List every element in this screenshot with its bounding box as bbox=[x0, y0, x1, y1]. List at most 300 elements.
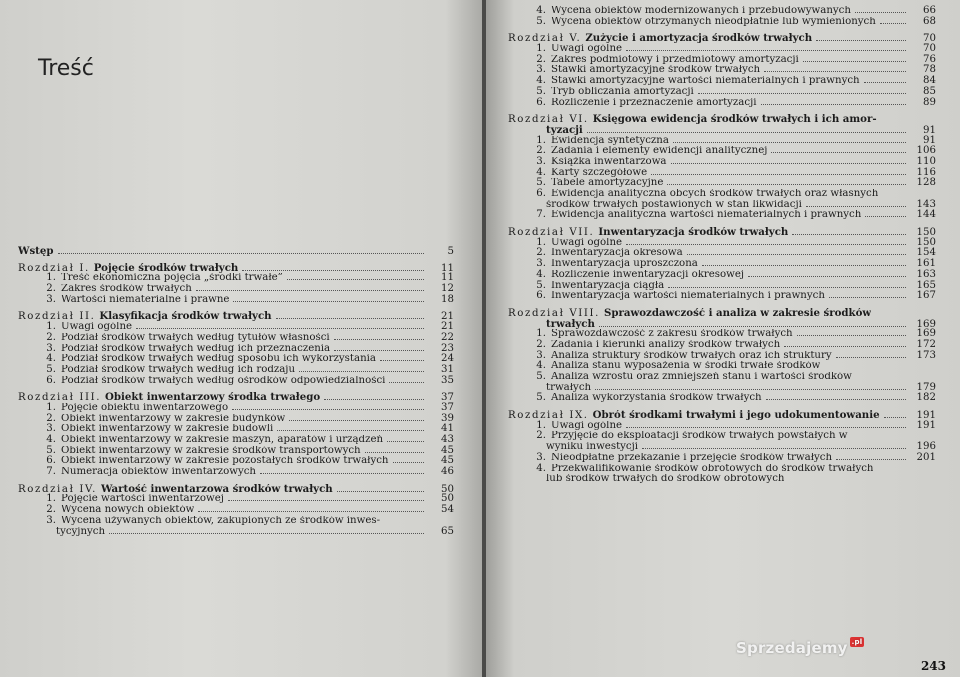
toc-entry-title: Zakres podmiotowy i przedmiotowy amortyzacji bbox=[551, 54, 799, 65]
chapter-label: Rozdział III. bbox=[18, 392, 102, 404]
leader-dots bbox=[698, 93, 906, 94]
toc-entry-title: Inwentaryzacja ciągła bbox=[551, 280, 665, 291]
toc-entry-title: Pojęcie wartości inwentarzowej bbox=[61, 494, 224, 505]
toc-entry-number: 3. bbox=[536, 451, 546, 463]
toc-entry-title: Ewidencja analityczna wartości niematerialnych i prawnych bbox=[551, 210, 862, 221]
toc-entry bbox=[18, 505, 454, 516]
toc-entry-number: 1. bbox=[46, 272, 56, 284]
toc-entry bbox=[18, 435, 454, 446]
leader-dots bbox=[389, 382, 424, 383]
toc-entry-number: 4. bbox=[46, 434, 56, 445]
toc-entry bbox=[508, 372, 936, 383]
toc-entry bbox=[18, 354, 454, 365]
toc-entry bbox=[508, 383, 936, 394]
leader-dots bbox=[276, 318, 424, 319]
toc-entry-title: Wartość inwentarzowa środków trwałych bbox=[100, 483, 333, 495]
toc-entry-title: tycyjnych bbox=[56, 526, 106, 537]
toc-entry bbox=[508, 270, 936, 281]
toc-entry-title: Analiza wzrostu oraz zmniejszeń stanu i wartości środków bbox=[551, 372, 852, 382]
toc-entry-number: 2. bbox=[536, 338, 546, 350]
toc-entry-title: Klasyfikacja środków trwałych bbox=[99, 311, 272, 323]
leader-dots bbox=[806, 206, 906, 207]
toc-entry-title: Podział środków trwałych według ich rodzaju bbox=[61, 364, 296, 375]
toc-entry-title: Książka inwentarzowa bbox=[551, 156, 667, 167]
leader-dots bbox=[324, 399, 424, 400]
toc-entry bbox=[18, 456, 454, 467]
toc-entry-number: 5. bbox=[536, 15, 546, 27]
toc-entry-number: 3. bbox=[46, 423, 56, 435]
toc-entry-page: 37 bbox=[441, 401, 454, 413]
toc-entry-page: 24 bbox=[441, 353, 454, 365]
toc-entry-number: 5. bbox=[536, 85, 546, 97]
toc-entry bbox=[18, 467, 454, 478]
toc-entry bbox=[508, 33, 936, 44]
leader-dots bbox=[228, 500, 424, 501]
toc-entry-number: 3. bbox=[536, 64, 546, 76]
toc-entry-number: 7. bbox=[536, 209, 546, 221]
toc-entry-title: Rozliczenie inwentaryzacji okresowej bbox=[551, 269, 745, 280]
toc-entry-title: Nieodpłatne przekazanie i przejęcie środków trwałych bbox=[551, 452, 833, 463]
toc-entry bbox=[18, 376, 454, 387]
toc-entry-page: 66 bbox=[923, 5, 936, 16]
toc-entry-number: 3. bbox=[46, 342, 56, 354]
toc-entry bbox=[18, 322, 454, 333]
toc-entry-number: 1. bbox=[536, 134, 546, 146]
toc-entry bbox=[508, 319, 936, 330]
leader-dots bbox=[829, 297, 906, 298]
toc-entry-title: Sprawozdawczość z zakresu środków trwałych bbox=[551, 329, 793, 340]
toc-entry-number: 1. bbox=[46, 401, 56, 413]
toc-entry-page: 37 bbox=[441, 392, 454, 404]
leader-dots bbox=[687, 254, 906, 255]
toc-entry-page: 179 bbox=[916, 381, 936, 393]
toc-entry bbox=[508, 308, 936, 319]
leader-dots bbox=[334, 350, 424, 351]
chapter-label: Rozdział I. bbox=[18, 262, 90, 274]
chapter-label: Rozdział VII. bbox=[508, 227, 595, 239]
toc-entry-page: 21 bbox=[441, 321, 454, 333]
leader-dots bbox=[393, 462, 425, 463]
toc-entry-title: Obiekt inwentarzowy w zakresie budynków bbox=[61, 413, 286, 424]
toc-entry-title: Pojęcie obiektu inwentarzowego bbox=[61, 402, 229, 413]
toc-entry-page: 50 bbox=[441, 483, 454, 495]
leader-dots bbox=[626, 50, 906, 51]
toc-entry-title: Wycena nowych obiektów bbox=[61, 505, 195, 516]
toc-entry-title: Inwentaryzacja środków trwałych bbox=[598, 227, 789, 238]
toc-entry-title: wyniku inwestycji bbox=[546, 442, 639, 453]
toc-entry-page: 11 bbox=[441, 272, 454, 284]
toc-entry-number: 5. bbox=[536, 392, 546, 404]
toc-entry-page: 11 bbox=[441, 262, 454, 274]
toc-entry-title: Wstęp bbox=[18, 246, 54, 257]
toc-entry bbox=[508, 464, 936, 475]
toc-entry-title: Przekwalifikowanie środków obrotowych do środków trwałych bbox=[551, 463, 874, 474]
toc-entry-title: Numeracja obiektów inwentarzowych bbox=[61, 467, 256, 478]
toc-entry-title: Obiekt inwentarzowy środka trwałego bbox=[105, 392, 321, 403]
toc-entry-title: Analiza wykorzystania środków trwałych bbox=[551, 393, 762, 404]
toc-entry-page: 45 bbox=[441, 444, 454, 456]
toc-entry bbox=[18, 527, 454, 538]
leader-dots bbox=[380, 360, 424, 361]
chapter-label: Rozdział II. bbox=[18, 311, 96, 323]
toc-entry bbox=[508, 474, 936, 485]
toc-entry-page: 150 bbox=[916, 236, 936, 248]
toc-entry-title: Obiekt inwentarzowy w zakresie budowli bbox=[61, 424, 274, 435]
toc-entry-page: 163 bbox=[916, 268, 936, 280]
leader-dots bbox=[198, 511, 424, 512]
toc-entry-title: Obiekt inwentarzowy w zakresie środków transportowych bbox=[61, 445, 361, 456]
leader-dots bbox=[667, 184, 906, 185]
toc-entry-page: 143 bbox=[916, 198, 936, 210]
toc-entry-page: 191 bbox=[916, 419, 936, 431]
leader-dots bbox=[277, 430, 424, 431]
toc-entry bbox=[508, 17, 936, 28]
toc-entry-number: 1. bbox=[536, 236, 546, 248]
toc-entry-number: 4. bbox=[536, 360, 546, 372]
toc-entry bbox=[18, 494, 454, 505]
leader-dots bbox=[233, 301, 424, 302]
toc-entry bbox=[508, 76, 936, 87]
toc-entry bbox=[508, 178, 936, 189]
toc-entry-title: Tabele amortyzacyjne bbox=[551, 178, 664, 189]
toc-entry-number: 4. bbox=[536, 166, 546, 178]
leader-dots bbox=[196, 290, 424, 291]
leader-dots bbox=[232, 409, 424, 410]
toc-entry-title: Zużycie i amortyzacja środków trwałych bbox=[585, 33, 813, 45]
toc-entry bbox=[508, 146, 936, 157]
toc-entry bbox=[18, 392, 454, 403]
leader-dots bbox=[865, 216, 906, 217]
toc-entry-number: 4. bbox=[536, 75, 546, 87]
toc-entry bbox=[508, 65, 936, 76]
toc-entry-title: Zadania i elementy ewidencji analitycznej bbox=[551, 146, 768, 157]
toc-entry-page: 18 bbox=[441, 293, 454, 305]
right-page bbox=[486, 0, 960, 677]
leader-dots bbox=[599, 326, 906, 327]
toc-entry-page: 70 bbox=[923, 33, 936, 45]
toc-entry-title: Pojęcie środków trwałych bbox=[93, 262, 239, 274]
leader-dots bbox=[595, 389, 906, 390]
toc-entry-title: Inwentaryzacja wartości niematerialnych i prawnych bbox=[551, 291, 825, 302]
leader-dots bbox=[784, 346, 906, 347]
toc-entry-page: 191 bbox=[916, 410, 936, 422]
leader-dots bbox=[626, 244, 906, 245]
toc-entry-page: 106 bbox=[916, 145, 936, 157]
toc-entry-page: 169 bbox=[916, 318, 936, 330]
toc-entry bbox=[508, 453, 936, 464]
toc-entry-number: 4. bbox=[536, 5, 546, 16]
toc-entry-page: 21 bbox=[441, 311, 454, 323]
toc-entry bbox=[508, 329, 936, 340]
toc-entry-title: Rozliczenie i przeznaczenie amortyzacji bbox=[551, 97, 757, 108]
toc-entry-title: Obiekt inwentarzowy w zakresie maszyn, aparatów i urządzeń bbox=[61, 435, 384, 445]
toc-entry bbox=[508, 168, 936, 179]
toc-entry-page: 91 bbox=[923, 134, 936, 146]
toc-entry-page: 154 bbox=[916, 247, 936, 259]
toc-entry bbox=[508, 125, 936, 136]
toc-entry-title: środków trwałych postawionych w stan likwidacji bbox=[546, 199, 802, 210]
toc-entry bbox=[508, 431, 936, 442]
toc-entry bbox=[18, 284, 454, 295]
leader-dots bbox=[766, 399, 906, 400]
toc-entry bbox=[18, 295, 454, 306]
leader-dots bbox=[136, 328, 424, 329]
toc-entry-title: Analiza stanu wyposażenia w środki trwałe środków bbox=[551, 361, 821, 372]
toc-entry-number: 1. bbox=[46, 493, 56, 505]
toc-entry-title: Uwagi ogólne bbox=[551, 237, 623, 248]
toc-entry-title: Obiekt inwentarzowy w zakresie pozostałych środków trwałych bbox=[61, 456, 389, 467]
toc-entry-number: 6. bbox=[46, 374, 56, 386]
toc-entry-page: 5 bbox=[447, 246, 454, 257]
toc-entry bbox=[508, 44, 936, 55]
toc-entry-title: Przyjęcie do eksploatacji środków trwałych powstałych w bbox=[551, 431, 848, 442]
toc-entry-title: Treść ekonomiczna pojęcia „środki trwałe” bbox=[61, 273, 283, 284]
toc-entry-title: Inwentaryzacja uproszczona bbox=[551, 259, 698, 270]
leader-dots bbox=[334, 339, 424, 340]
leader-dots bbox=[260, 473, 424, 474]
toc-entry-title: Wycena obiektów otrzymanych nieodpłatnie lub wymienionych bbox=[551, 16, 876, 27]
leader-dots bbox=[58, 253, 425, 254]
toc-entry-number: 2. bbox=[46, 283, 56, 295]
toc-entry bbox=[508, 259, 936, 270]
toc-entry bbox=[508, 421, 936, 432]
leader-dots bbox=[109, 533, 424, 534]
leader-dots bbox=[642, 448, 906, 449]
toc-entry-number: 3. bbox=[46, 293, 56, 305]
toc-entry bbox=[18, 424, 454, 435]
toc-entry bbox=[508, 291, 936, 302]
toc-entry-page: 39 bbox=[441, 412, 454, 424]
toc-entry bbox=[508, 189, 936, 200]
toc-entry bbox=[508, 351, 936, 362]
toc-entry-page: 84 bbox=[923, 75, 936, 87]
toc-entry bbox=[18, 263, 454, 274]
toc-entry bbox=[508, 238, 936, 249]
toc-entry-title: Stawki amortyzacyjne wartości niematerialnych i prawnych bbox=[551, 76, 860, 87]
toc-entry bbox=[508, 200, 936, 211]
leader-dots bbox=[702, 265, 906, 266]
toc-entry-page: 41 bbox=[441, 423, 454, 435]
leader-dots bbox=[864, 82, 906, 83]
toc-entry-title: Wartości niematerialne i prawne bbox=[61, 294, 230, 305]
toc-entry-page: 22 bbox=[441, 331, 454, 343]
toc-entry-title: Uwagi ogólne bbox=[551, 420, 623, 431]
toc-entry-number: 2. bbox=[536, 145, 546, 157]
leader-dots bbox=[855, 12, 906, 13]
toc-entry-number: 6. bbox=[536, 188, 546, 199]
toc-entry bbox=[508, 136, 936, 147]
toc-entry-title: Stawki amortyzacyjne środków trwałych bbox=[551, 65, 761, 76]
toc-entry-title: Podział środków trwałych według tytułów własności bbox=[61, 332, 330, 343]
toc-entry-page: 167 bbox=[916, 290, 936, 302]
toc-entry-number: 1. bbox=[536, 419, 546, 431]
toc-entry-number: 1. bbox=[536, 43, 546, 55]
toc-entry-title: Uwagi ogólne bbox=[551, 44, 623, 55]
toc-entry-page: 76 bbox=[923, 53, 936, 65]
toc-entry bbox=[508, 55, 936, 66]
leader-dots bbox=[668, 287, 906, 288]
chapter-label: Rozdział IV. bbox=[18, 483, 97, 495]
watermark-text: Sprzedajemy bbox=[736, 639, 848, 657]
toc-entry bbox=[508, 361, 936, 372]
toc-entry-title: Ewidencja analityczna obcych środków trwałych oraz własnych bbox=[551, 189, 879, 199]
toc-entry bbox=[508, 98, 936, 109]
leader-dots bbox=[792, 234, 906, 235]
toc-list-left bbox=[18, 246, 454, 537]
toc-entry-page: 68 bbox=[923, 15, 936, 27]
toc-entry-number: 2. bbox=[536, 53, 546, 65]
toc-entry-page: 31 bbox=[441, 363, 454, 375]
watermark-logo bbox=[736, 635, 911, 661]
toc-entry-number: 5. bbox=[536, 279, 546, 291]
toc-entry-page: 35 bbox=[441, 374, 454, 386]
toc-entry-title: Analiza struktury środków trwałych oraz ich struktury bbox=[551, 350, 832, 361]
toc-entry bbox=[18, 344, 454, 355]
toc-entry-page: 78 bbox=[923, 64, 936, 76]
leader-dots bbox=[671, 163, 907, 164]
toc-entry-page: 23 bbox=[441, 342, 454, 354]
leader-dots bbox=[761, 104, 906, 105]
toc-entry bbox=[508, 410, 936, 421]
toc-entry-page: 12 bbox=[441, 283, 454, 295]
leader-dots bbox=[748, 276, 906, 277]
toc-entry-page: 144 bbox=[916, 209, 936, 221]
toc-entry-page: 116 bbox=[916, 166, 936, 178]
toc-entry bbox=[18, 414, 454, 425]
toc-entry bbox=[508, 210, 936, 221]
leader-dots bbox=[803, 61, 906, 62]
toc-entry-number: 6. bbox=[46, 455, 56, 467]
toc-entry-number: 2. bbox=[536, 430, 546, 442]
toc-entry-page: 46 bbox=[441, 466, 454, 478]
toc-entry-page: 54 bbox=[441, 504, 454, 516]
leader-dots bbox=[299, 371, 424, 372]
leader-dots bbox=[242, 270, 424, 271]
toc-entry-page: 172 bbox=[916, 338, 936, 350]
toc-entry-title: Uwagi ogólne bbox=[61, 322, 133, 333]
toc-entry bbox=[18, 516, 454, 527]
toc-entry-page: 128 bbox=[916, 177, 936, 189]
toc-entry bbox=[18, 333, 454, 344]
leader-dots bbox=[365, 452, 424, 453]
toc-title: Treść bbox=[38, 56, 94, 81]
toc-entry-title: Podział środków trwałych według ośrodków odpowiedzialności bbox=[61, 375, 386, 386]
toc-entry bbox=[18, 446, 454, 457]
toc-entry-number: 3. bbox=[46, 514, 56, 526]
chapter-label: Rozdział VI. bbox=[508, 114, 589, 126]
toc-entry bbox=[18, 246, 454, 257]
toc-entry bbox=[18, 273, 454, 284]
toc-entry-title: trwałych bbox=[546, 318, 595, 330]
leader-dots bbox=[836, 459, 906, 460]
toc-entry-title: Podział środków trwałych według sposobu ich wykorzystania bbox=[61, 354, 376, 365]
toc-entry bbox=[508, 340, 936, 351]
toc-entry bbox=[508, 87, 936, 98]
toc-entry-page: 150 bbox=[916, 227, 936, 239]
leader-dots bbox=[673, 142, 906, 143]
toc-entry-page: 196 bbox=[916, 441, 936, 453]
toc-entry-number: 5. bbox=[46, 444, 56, 456]
leader-dots bbox=[337, 491, 424, 492]
toc-entry-number: 2. bbox=[536, 247, 546, 259]
toc-entry-number: 2. bbox=[46, 412, 56, 424]
toc-entry-title: Sprawozdawczość i analiza w zakresie środków bbox=[604, 307, 872, 319]
chapter-label: Rozdział V. bbox=[508, 33, 582, 45]
toc-entry-number: 2. bbox=[46, 331, 56, 343]
toc-entry-page: 85 bbox=[923, 85, 936, 97]
leader-dots bbox=[287, 279, 424, 280]
leader-dots bbox=[771, 152, 906, 153]
toc-entry-title: Ewidencja syntetyczna bbox=[551, 135, 669, 146]
toc-entry-page: 43 bbox=[441, 434, 454, 445]
chapter-label: Rozdział VIII. bbox=[508, 307, 601, 319]
toc-entry-title: Zakres środków trwałych bbox=[61, 284, 192, 295]
watermark-tld: .pl bbox=[851, 638, 863, 646]
toc-entry-title: Księgowa ewidencja środków trwałych i ich amor- bbox=[592, 114, 877, 125]
toc-entry-title: Tryb obliczania amortyzacji bbox=[551, 86, 694, 97]
toc-entry-number: 4. bbox=[536, 462, 546, 474]
toc-entry-number: 5. bbox=[46, 363, 56, 375]
toc-entry-number: 6. bbox=[536, 96, 546, 108]
toc-entry bbox=[18, 311, 454, 322]
toc-entry-page: 161 bbox=[916, 258, 936, 270]
leader-dots bbox=[816, 40, 906, 41]
leader-dots bbox=[587, 132, 906, 133]
toc-entry-title: Inwentaryzacja okresowa bbox=[551, 248, 683, 259]
toc-entry-page: 201 bbox=[916, 451, 936, 463]
toc-entry-number: 2. bbox=[46, 504, 56, 516]
toc-entry-number: 7. bbox=[46, 466, 56, 478]
toc-entry-number: 3. bbox=[536, 349, 546, 361]
toc-entry-title: lub środków trwałych do środków obrotowych bbox=[546, 474, 785, 485]
toc-entry-title: Wycena obiektów modernizowanych i przebudowywanych bbox=[551, 6, 851, 16]
toc-entry-number: 1. bbox=[536, 328, 546, 340]
toc-entry bbox=[508, 281, 936, 292]
toc-entry-page: 91 bbox=[923, 124, 936, 136]
toc-entry-page: 182 bbox=[916, 392, 936, 404]
toc-entry bbox=[18, 365, 454, 376]
leader-dots bbox=[797, 335, 906, 336]
toc-entry-page: 70 bbox=[923, 43, 936, 55]
leader-dots bbox=[651, 174, 906, 175]
toc-entry bbox=[508, 248, 936, 259]
leader-dots bbox=[836, 357, 906, 358]
toc-entry bbox=[508, 157, 936, 168]
leader-dots bbox=[387, 441, 424, 442]
leader-dots bbox=[884, 417, 906, 418]
leader-dots bbox=[880, 23, 906, 24]
toc-entry-title: tyzacji bbox=[546, 124, 583, 136]
toc-entry-page: 110 bbox=[916, 155, 936, 167]
toc-entry bbox=[508, 6, 936, 17]
leader-dots bbox=[289, 420, 424, 421]
toc-entry-title: Podział środków trwałych według ich przeznaczenia bbox=[61, 343, 331, 354]
page-number: 243 bbox=[920, 659, 946, 673]
toc-entry-page: 45 bbox=[441, 455, 454, 467]
leader-dots bbox=[764, 71, 906, 72]
toc-entry-page: 169 bbox=[916, 328, 936, 340]
chapter-label: Rozdział IX. bbox=[508, 410, 589, 422]
toc-entry bbox=[508, 442, 936, 453]
toc-entry-title: Karty szczegółowe bbox=[551, 167, 648, 178]
leader-dots bbox=[626, 427, 906, 428]
toc-entry-number: 3. bbox=[536, 258, 546, 270]
toc-entry bbox=[508, 393, 936, 404]
toc-entry-page: 89 bbox=[923, 96, 936, 108]
toc-entry-number: 4. bbox=[46, 353, 56, 365]
toc-entry bbox=[508, 114, 936, 125]
toc-entry bbox=[18, 403, 454, 414]
